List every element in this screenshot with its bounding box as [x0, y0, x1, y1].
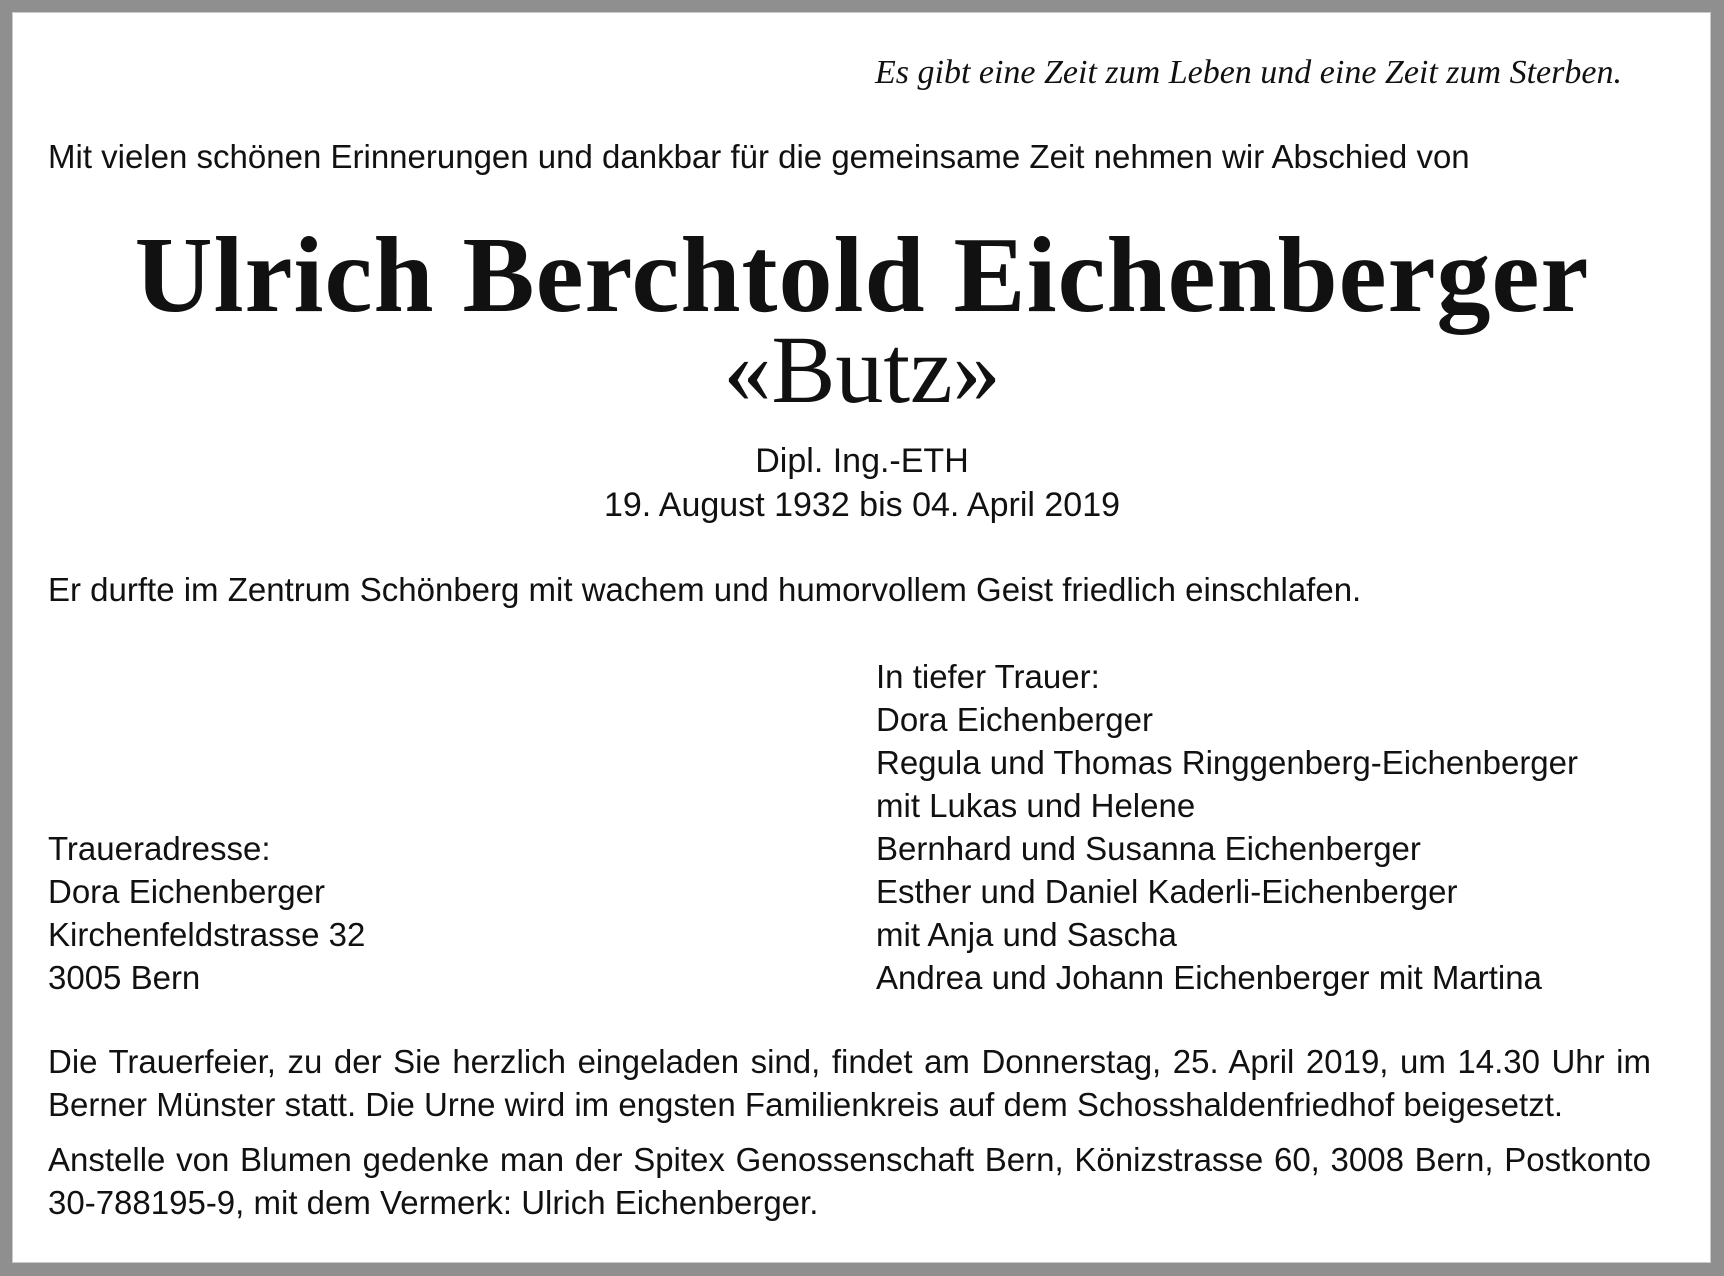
- address-line: Dora Eichenberger: [48, 873, 325, 910]
- passing-note: Er durfte im Zentrum Schönberg mit wachem und humorvollem Geist friedlich einschlafen.: [48, 571, 1362, 608]
- address-line: Kirchenfeldstrasse 32: [48, 916, 366, 953]
- mourner-line: Andrea und Johann Eichenberger mit Martina: [876, 959, 1542, 996]
- mourner-line: Regula und Thomas Ringgenberg-Eichenberger: [876, 744, 1579, 781]
- ceremony-paragraph: Die Trauerfeier, zu der Sie herzlich eingeladen sind, findet am Donnerstag, 25. April 2019, um 14.30 Uhr im Berner Münster statt. Die Urne wird im engsten Familienkreis auf dem Schosshaldenfriedhof beigesetzt.: [48, 1043, 1651, 1123]
- mourners-heading: In tiefer Trauer:: [876, 658, 1100, 695]
- mourning-address: [48, 831, 365, 1003]
- mourner-line: mit Lukas und Helene: [876, 787, 1196, 824]
- life-dates: 19. August 1932 bis 04. April 2019: [603, 486, 1121, 524]
- deceased-title: Dipl. Ing.-ETH: [755, 442, 969, 480]
- mourner-line: mit Anja und Sascha: [876, 916, 1177, 953]
- intro-line: Mit vielen schönen Erinnerungen und dankbar für die gemeinsame Zeit nehmen wir Abschied von: [48, 138, 1470, 175]
- motto-quote: Es gibt eine Zeit zum Leben und eine Zeit zum Sterben.: [875, 54, 1622, 91]
- mourners-list: [876, 659, 1578, 1003]
- mourner-line: Esther und Daniel Kaderli-Eichenberger: [876, 873, 1458, 910]
- deceased-nickname: «Butz»: [723, 316, 1001, 423]
- mourner-line: Dora Eichenberger: [876, 701, 1153, 738]
- deceased-name: Ulrich Berchtold Eichenberger: [134, 216, 1590, 335]
- mourner-line: Bernhard und Susanna Eichenberger: [876, 830, 1421, 867]
- donation-paragraph: Anstelle von Blumen gedenke man der Spitex Genossenschaft Bern, Könizstrasse 60, 3008 Bern, Postkonto 30-788195-9, mit dem Vermerk: Ulrich Eichenberger.: [48, 1141, 1651, 1221]
- address-line: 3005 Bern: [48, 959, 201, 996]
- address-heading: Traueradresse:: [48, 830, 271, 867]
